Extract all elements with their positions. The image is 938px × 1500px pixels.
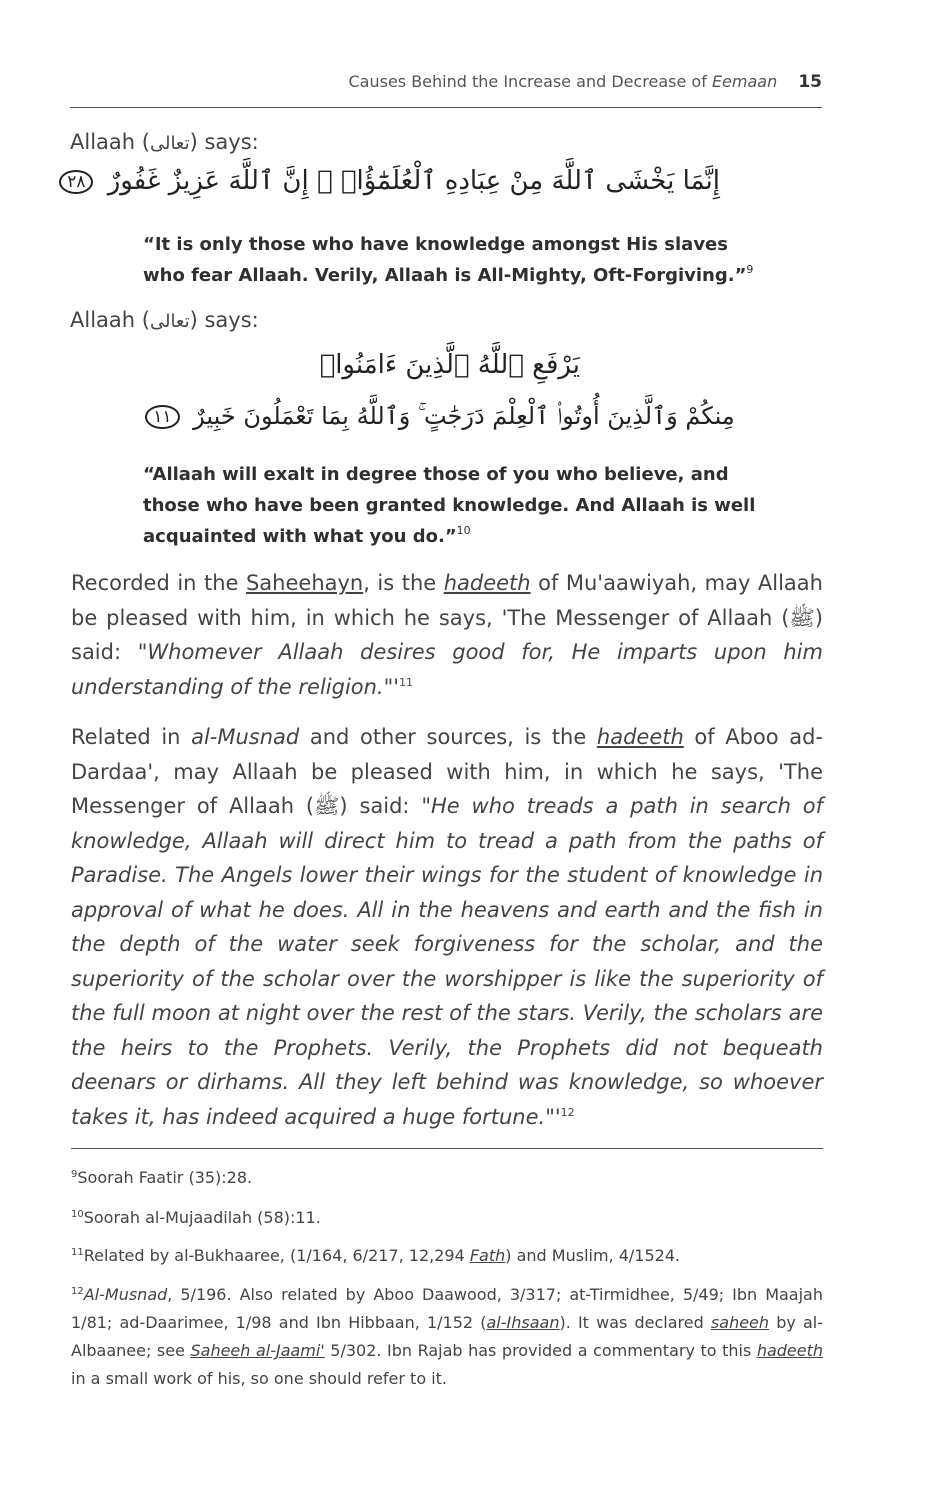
- para1-text: ) said:: [71, 605, 823, 664]
- para2-term-hadeeth: hadeeth: [596, 725, 684, 749]
- verse1-translation-text: “It is only those who have knowledge amongst His slaves who fear Allaah. Verily, Allaah is All-Mighty, Oft-Forgiving.”: [143, 234, 747, 286]
- footnote-text: Related by al-Bukhaaree, (1/164, 6/217, 12,294: [83, 1246, 470, 1265]
- para1-term-saheehayn: Saheehayn: [245, 571, 364, 595]
- footnote-number: 9: [71, 1169, 78, 1180]
- header-divider: [70, 107, 822, 108]
- verse1-intro-arabic: تعالى: [149, 133, 190, 154]
- para2-quote: "He who treads a path in search of knowledge, Allaah will direct him to tread a path from the paths of Paradise. The Angels lower their wings for the student of knowledge in approval of what he does. All in the heavens and earth and the fish in the depth of the water seek forgiveness for the scholar, and the superiority of the scholar over the worshipper is like the superiority of the full moon at night over the rest of the stars. Verily, the scholars are the heirs to the Prophets. Verily, the Prophets did not bequeath deenars or dirhams. All they left behind was knowledge, so whoever takes it, has indeed acquired a huge fortune."': [71, 794, 823, 1129]
- footnote-ref-10: 10: [456, 524, 471, 537]
- footnote-term-saheeh: saheeh: [710, 1313, 770, 1332]
- footnote-ref-12: 12: [560, 1105, 575, 1119]
- footnote-text: by al-Albaanee; see: [71, 1313, 823, 1360]
- verse1-intro: [70, 130, 259, 154]
- footnote-number: 10: [71, 1209, 84, 1220]
- verse2-intro-start: Allaah (: [70, 308, 150, 332]
- footnote-text: in a small work of his, so one should refer to it.: [71, 1369, 447, 1388]
- footnote-number: 11: [71, 1247, 84, 1258]
- para2-text: of Aboo ad-Dardaa', may Allaah be pleased with him, in which he says, 'The Messenger of Allaah (: [71, 725, 823, 818]
- footnote-10: [71, 1204, 823, 1232]
- salutation-icon: ﷺ: [789, 605, 815, 630]
- footnote-term-fath: Fath: [469, 1246, 506, 1265]
- footnote-text: , 5/196. Also related by Aboo Daawood, 3/317; at-Tirmidhee, 5/49; Ibn Maajah 1/81; ad-Daarimee, 1/98 and Ibn Hibbaan, 1/152 (: [71, 1285, 823, 1332]
- para1-term-hadeeth: hadeeth: [443, 571, 531, 595]
- verse1-arabic: [67, 166, 720, 196]
- page-number: 15: [798, 72, 822, 92]
- footnote-11: [71, 1242, 823, 1270]
- verse2-arabic-line2: [140, 402, 740, 430]
- salutation-icon: ﷺ: [314, 794, 340, 818]
- footnote-text: Soorah al-Mujaadilah (58):11.: [83, 1208, 321, 1227]
- footnote-number: 12: [71, 1286, 84, 1297]
- verse2-arabic-line2-text: مِنكُمْ وَٱلَّذِينَ أُوتُوا۟ ٱلْعِلْمَ دَرَجَٰتٍ ۚ وَٱللَّهُ بِمَا تَعْمَلُونَ خَبِيرٌ: [193, 402, 735, 430]
- footnote-text: 5/302. Ibn Rajab has provided a commentary to this: [324, 1341, 757, 1360]
- para2-term-musnad: al-Musnad: [191, 725, 300, 749]
- footnote-term-hadeeth: hadeeth: [756, 1341, 824, 1360]
- running-header: [70, 72, 822, 102]
- para1-quote: "Whomever Allaah desires good for, He imparts upon him understanding of the religion."': [71, 640, 823, 699]
- verse2-translation-text: “Allaah will exalt in degree those of you who believe, and those who have been granted knowledge. And Allaah is well acquainted with what you do.”: [143, 464, 756, 547]
- para2-text: ) said:: [339, 794, 422, 818]
- verse2-intro-end: ) says:: [189, 308, 259, 332]
- verse2-intro: [70, 308, 259, 332]
- footnote-12: [71, 1281, 823, 1393]
- para2-text: and other sources, is the: [299, 725, 597, 749]
- para2-text: Related in: [71, 725, 192, 749]
- footnote-text: ). It was declared: [559, 1313, 711, 1332]
- para1-text: , is the: [363, 571, 444, 595]
- footnote-9: [71, 1164, 823, 1192]
- verse2-translation: [143, 459, 763, 552]
- footnote-term-saheeh-al-jaami: Saheeh al-Jaami': [190, 1341, 325, 1360]
- paragraph-saheehayn: [71, 566, 823, 704]
- verse1-intro-start: Allaah (: [70, 130, 150, 154]
- footnote-term-ihsaan: al-Ihsaan: [486, 1313, 560, 1332]
- footnote-ref-9: 9: [746, 263, 754, 276]
- para1-text: Recorded in the: [71, 571, 246, 595]
- verse2-intro-arabic: تعالى: [149, 311, 190, 332]
- footnote-ref-11: 11: [399, 675, 414, 689]
- footnote-term-musnad: Al-Musnad: [83, 1285, 168, 1304]
- verse1-translation: [143, 229, 763, 291]
- footnote-text: ) and Muslim, 4/1524.: [505, 1246, 681, 1265]
- verse2-ayah-number-icon: ١١: [145, 405, 179, 429]
- verse2-arabic-line1-text: يَرْفَعِ ٱللَّهُ ٱلَّذِينَ ءَامَنُوا۟: [319, 350, 580, 380]
- header-title-emphasis: Eemaan: [711, 72, 778, 91]
- paragraph-musnad: [71, 720, 823, 1134]
- para1-text: of Mu'aawiyah, may Allaah be pleased with him, in which he says, 'The Messenger of Allaah (: [71, 571, 823, 630]
- verse1-ayah-number-icon: ٢٨: [59, 170, 93, 194]
- header-title: Causes Behind the Increase and Decrease of: [348, 72, 712, 91]
- footnote-text: Soorah Faatir (35):28.: [77, 1168, 253, 1187]
- verse1-intro-end: ) says:: [189, 130, 259, 154]
- verse1-arabic-text: إِنَّمَا يَخْشَى ٱللَّهَ مِنْ عِبَادِهِ ٱلْعُلَمَٰٓؤُا۟ ۗ إِنَّ ٱللَّهَ عَزِيزٌ غَفُورٌ: [107, 166, 720, 196]
- verse2-arabic-line1: [319, 350, 580, 380]
- footnote-divider: [71, 1148, 823, 1149]
